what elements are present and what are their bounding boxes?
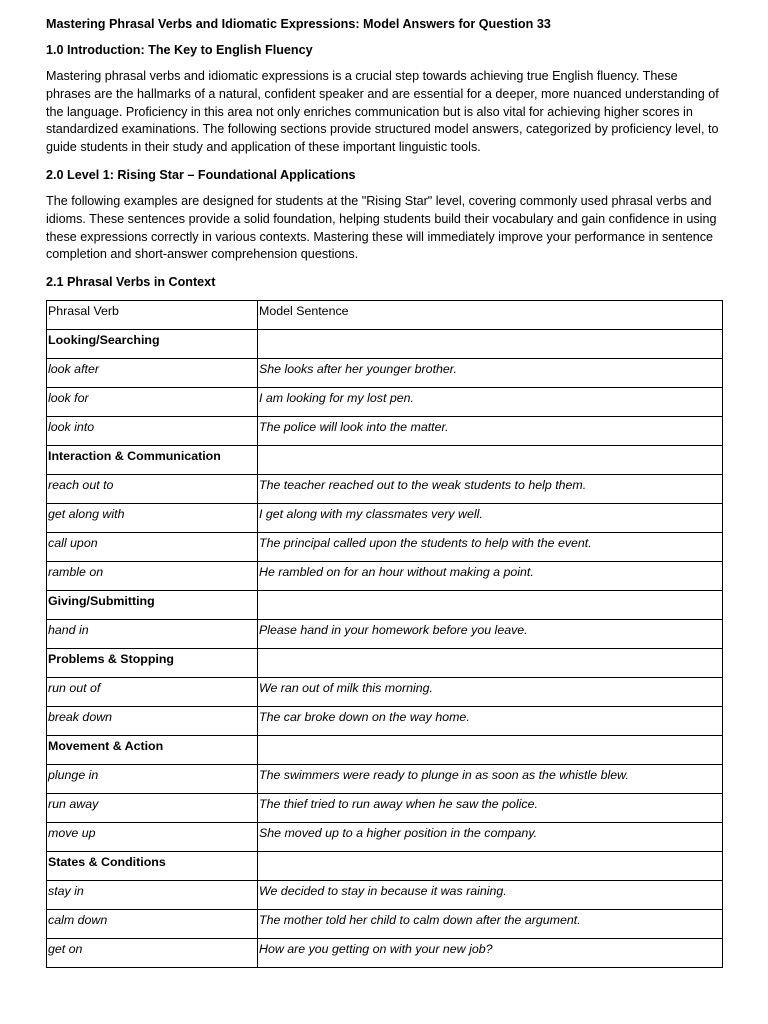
table-row (47, 620, 723, 649)
empty-cell (258, 591, 723, 620)
category-row (47, 591, 723, 620)
category-row (47, 446, 723, 475)
table-header-row (47, 301, 723, 330)
table-body (47, 330, 723, 968)
model-sentence-cell: She looks after her younger brother. (258, 359, 723, 388)
category-row (47, 330, 723, 359)
table-row (47, 678, 723, 707)
table-heading: 2.1 Phrasal Verbs in Context (46, 275, 216, 290)
phrasal-verb-cell: ramble on (47, 562, 258, 591)
phrasal-verb-cell: get on (47, 939, 258, 968)
category-row (47, 852, 723, 881)
model-sentence-cell: She moved up to a higher position in the company. (258, 823, 723, 852)
phrasal-verb-cell: look into (47, 417, 258, 446)
table-row (47, 475, 723, 504)
phrasal-verb-cell: reach out to (47, 475, 258, 504)
table-row (47, 533, 723, 562)
phrasal-verb-cell: move up (47, 823, 258, 852)
table-row (47, 562, 723, 591)
phrasal-verb-cell: calm down (47, 910, 258, 939)
empty-cell (258, 330, 723, 359)
phrasal-verb-cell: break down (47, 707, 258, 736)
phrasal-verb-cell: hand in (47, 620, 258, 649)
phrasal-verb-cell: call upon (47, 533, 258, 562)
category-label: States & Conditions (47, 852, 258, 881)
category-label: Movement & Action (47, 736, 258, 765)
phrasal-verb-cell: stay in (47, 881, 258, 910)
model-sentence-cell: The mother told her child to calm down after the argument. (258, 910, 723, 939)
model-sentence-cell: The car broke down on the way home. (258, 707, 723, 736)
category-label: Interaction & Communication (47, 446, 258, 475)
empty-cell (258, 736, 723, 765)
empty-cell (258, 852, 723, 881)
table-row (47, 881, 723, 910)
phrasal-verb-cell: run out of (47, 678, 258, 707)
table-row (47, 707, 723, 736)
model-sentence-cell: We decided to stay in because it was raining. (258, 881, 723, 910)
table-row (47, 794, 723, 823)
empty-cell (258, 649, 723, 678)
phrasal-verb-cell: look after (47, 359, 258, 388)
phrasal-verb-cell: look for (47, 388, 258, 417)
empty-cell (258, 446, 723, 475)
category-label: Giving/Submitting (47, 591, 258, 620)
category-label: Problems & Stopping (47, 649, 258, 678)
intro-heading: 1.0 Introduction: The Key to English Fluency (46, 43, 313, 57)
table-row (47, 765, 723, 794)
phrasal-verbs-table (46, 300, 723, 968)
model-sentence-cell: We ran out of milk this morning. (258, 678, 723, 707)
model-sentence-cell: The police will look into the matter. (258, 417, 723, 446)
level1-paragraph: The following examples are designed for students at the "Rising Star" level, covering commonly used phrasal verbs and idioms. These sentences provide a solid foundation, helping students build their vocabulary and gain confidence in using these expressions correctly in various contexts. Mastering these will immediately improve your performance in sentence completion and short-answer comprehension questions. (46, 193, 717, 262)
document-title: Mastering Phrasal Verbs and Idiomatic Expressions: Model Answers for Question 33 (46, 17, 551, 31)
model-sentence-cell: The principal called upon the students to help with the event. (258, 533, 723, 562)
table-row (47, 388, 723, 417)
category-row (47, 649, 723, 678)
category-label: Looking/Searching (47, 330, 258, 359)
level1-heading: 2.0 Level 1: Rising Star – Foundational Applications (46, 167, 356, 182)
header-model-sentence: Model Sentence (258, 301, 723, 330)
table-row (47, 823, 723, 852)
table-row (47, 359, 723, 388)
model-sentence-cell: Please hand in your homework before you leave. (258, 620, 723, 649)
model-sentence-cell: The swimmers were ready to plunge in as soon as the whistle blew. (258, 765, 723, 794)
header-phrasal-verb: Phrasal Verb (47, 301, 258, 330)
model-sentence-cell: He rambled on for an hour without making a point. (258, 562, 723, 591)
phrasal-verb-cell: get along with (47, 504, 258, 533)
table-row (47, 910, 723, 939)
phrasal-verb-cell: run away (47, 794, 258, 823)
category-row (47, 736, 723, 765)
intro-paragraph: Mastering phrasal verbs and idiomatic expressions is a crucial step towards achieving true English fluency. These phrases are the hallmarks of a natural, confident speaker and are essential for a deeper, more nuanced understanding of the language. Proficiency in this area not only enriches communication but is also vital for achieving higher scores in standardized examinations. The following sections provide structured model answers, categorized by proficiency level, to guide students in their study and application of these important linguistic tools. (46, 69, 719, 155)
model-sentence-cell: How are you getting on with your new job? (258, 939, 723, 968)
table-row (47, 504, 723, 533)
model-sentence-cell: The teacher reached out to the weak students to help them. (258, 475, 723, 504)
model-sentence-cell: The thief tried to run away when he saw the police. (258, 794, 723, 823)
table-row (47, 417, 723, 446)
phrasal-verb-cell: plunge in (47, 765, 258, 794)
table-row (47, 939, 723, 968)
model-sentence-cell: I get along with my classmates very well. (258, 504, 723, 533)
model-sentence-cell: I am looking for my lost pen. (258, 388, 723, 417)
